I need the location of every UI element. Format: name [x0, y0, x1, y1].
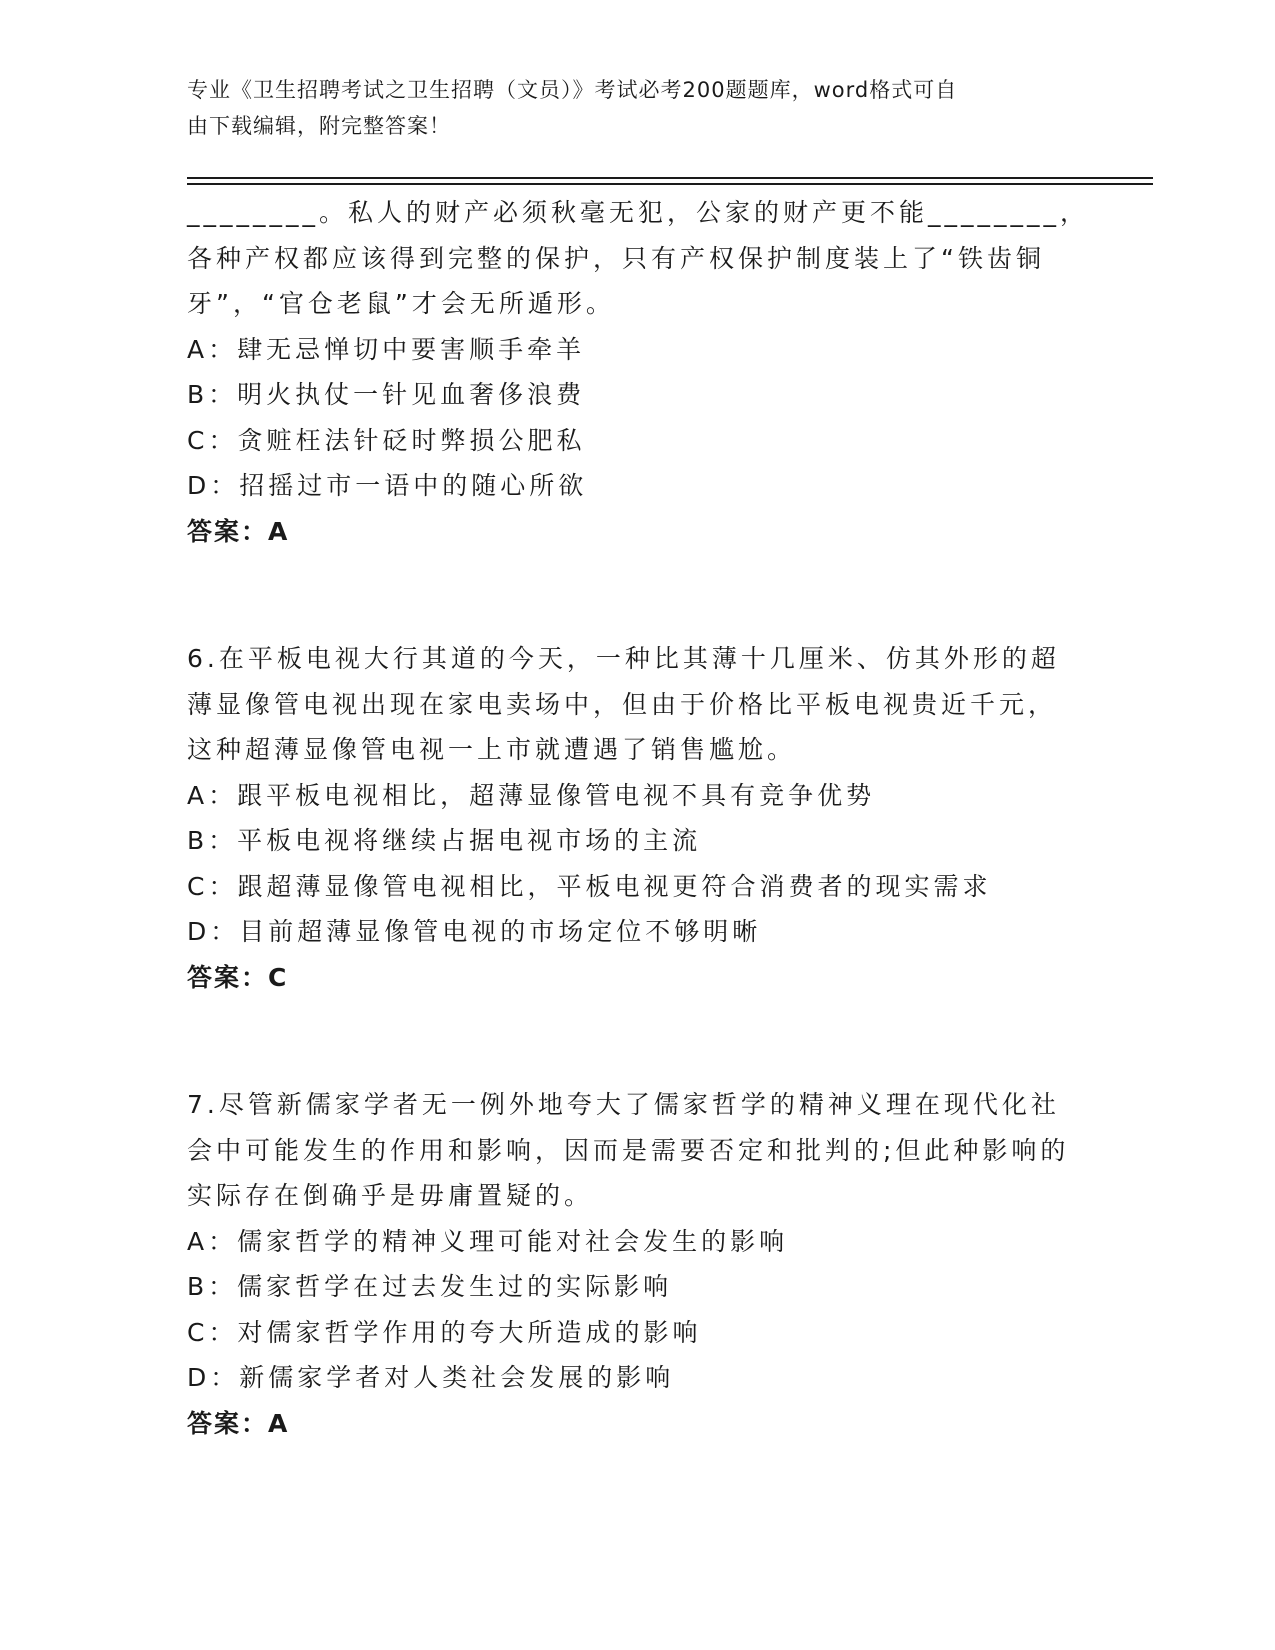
- option-a: A：肆无忌惮切中要害顺手牵羊: [187, 334, 586, 364]
- option-d: D：招摇过市一语中的随心所欲: [187, 471, 588, 500]
- option-b: B：儒家哲学在过去发生过的实际影响: [187, 1272, 673, 1301]
- answer-line: 答案：C: [187, 962, 289, 992]
- option-b: B：明火执仗一针见血奢侈浪费: [187, 380, 586, 409]
- question-spacer: [187, 554, 1087, 636]
- question-list: [187, 190, 1090, 1446]
- question-6: [187, 636, 1087, 1000]
- answer-line: 答案：A: [187, 516, 290, 546]
- option-d: D：新儒家学者对人类社会发展的影响: [187, 1363, 675, 1392]
- question-stem-line: 薄显像管电视出现在家电卖场中，但由于价格比平板电视贵近千元，: [187, 689, 1058, 719]
- question-stem-line: ________。私人的财产必须秋毫无犯，公家的财产更不能________，: [187, 198, 1090, 227]
- header-rule-top: [187, 177, 1153, 179]
- header-line-2: 由下载编辑，附完整答案！: [187, 114, 451, 138]
- header-rule-bottom: [187, 183, 1153, 185]
- question-stem-line: 各种产权都应该得到完整的保护，只有产权保护制度装上了“铁齿铜: [187, 243, 1045, 273]
- question-stem-line: 6.在平板电视大行其道的今天，一种比其薄十几厘米、仿其外形的超: [187, 644, 1060, 673]
- answer-line: 答案：A: [187, 1408, 290, 1438]
- question-stem-line: 会中可能发生的作用和影响，因而是需要否定和批判的;但此种影响的: [187, 1135, 1070, 1165]
- question-stem-line: 这种超薄显像管电视一上市就遭遇了销售尴尬。: [187, 735, 797, 764]
- question-5: [187, 190, 1090, 554]
- option-d: D：目前超薄显像管电视的市场定位不够明晰: [187, 917, 762, 946]
- option-a: A：跟平板电视相比，超薄显像管电视不具有竞争优势: [187, 780, 876, 810]
- option-a: A：儒家哲学的精神义理可能对社会发生的影响: [187, 1226, 789, 1256]
- option-c: C：贪赃枉法针砭时弊损公肥私: [187, 425, 586, 455]
- question-stem-line: 7.尽管新儒家学者无一例外地夸大了儒家哲学的精神义理在现代化社: [187, 1090, 1060, 1119]
- option-c: C：对儒家哲学作用的夸大所造成的影响: [187, 1317, 702, 1347]
- option-c: C：跟超薄显像管电视相比，平板电视更符合消费者的现实需求: [187, 871, 992, 901]
- header-line-1: 专业《卫生招聘考试之卫生招聘（文员）》考试必考200题题库，word格式可自: [187, 78, 958, 102]
- document-header: [187, 72, 1067, 144]
- question-7: [187, 1082, 1087, 1446]
- question-stem-line: 实际存在倒确乎是毋庸置疑的。: [187, 1181, 594, 1210]
- option-b: B：平板电视将继续占据电视市场的主流: [187, 826, 702, 855]
- question-spacer: [187, 1000, 1087, 1082]
- question-stem-line: 牙”，“官仓老鼠”才会无所遁形。: [187, 289, 615, 318]
